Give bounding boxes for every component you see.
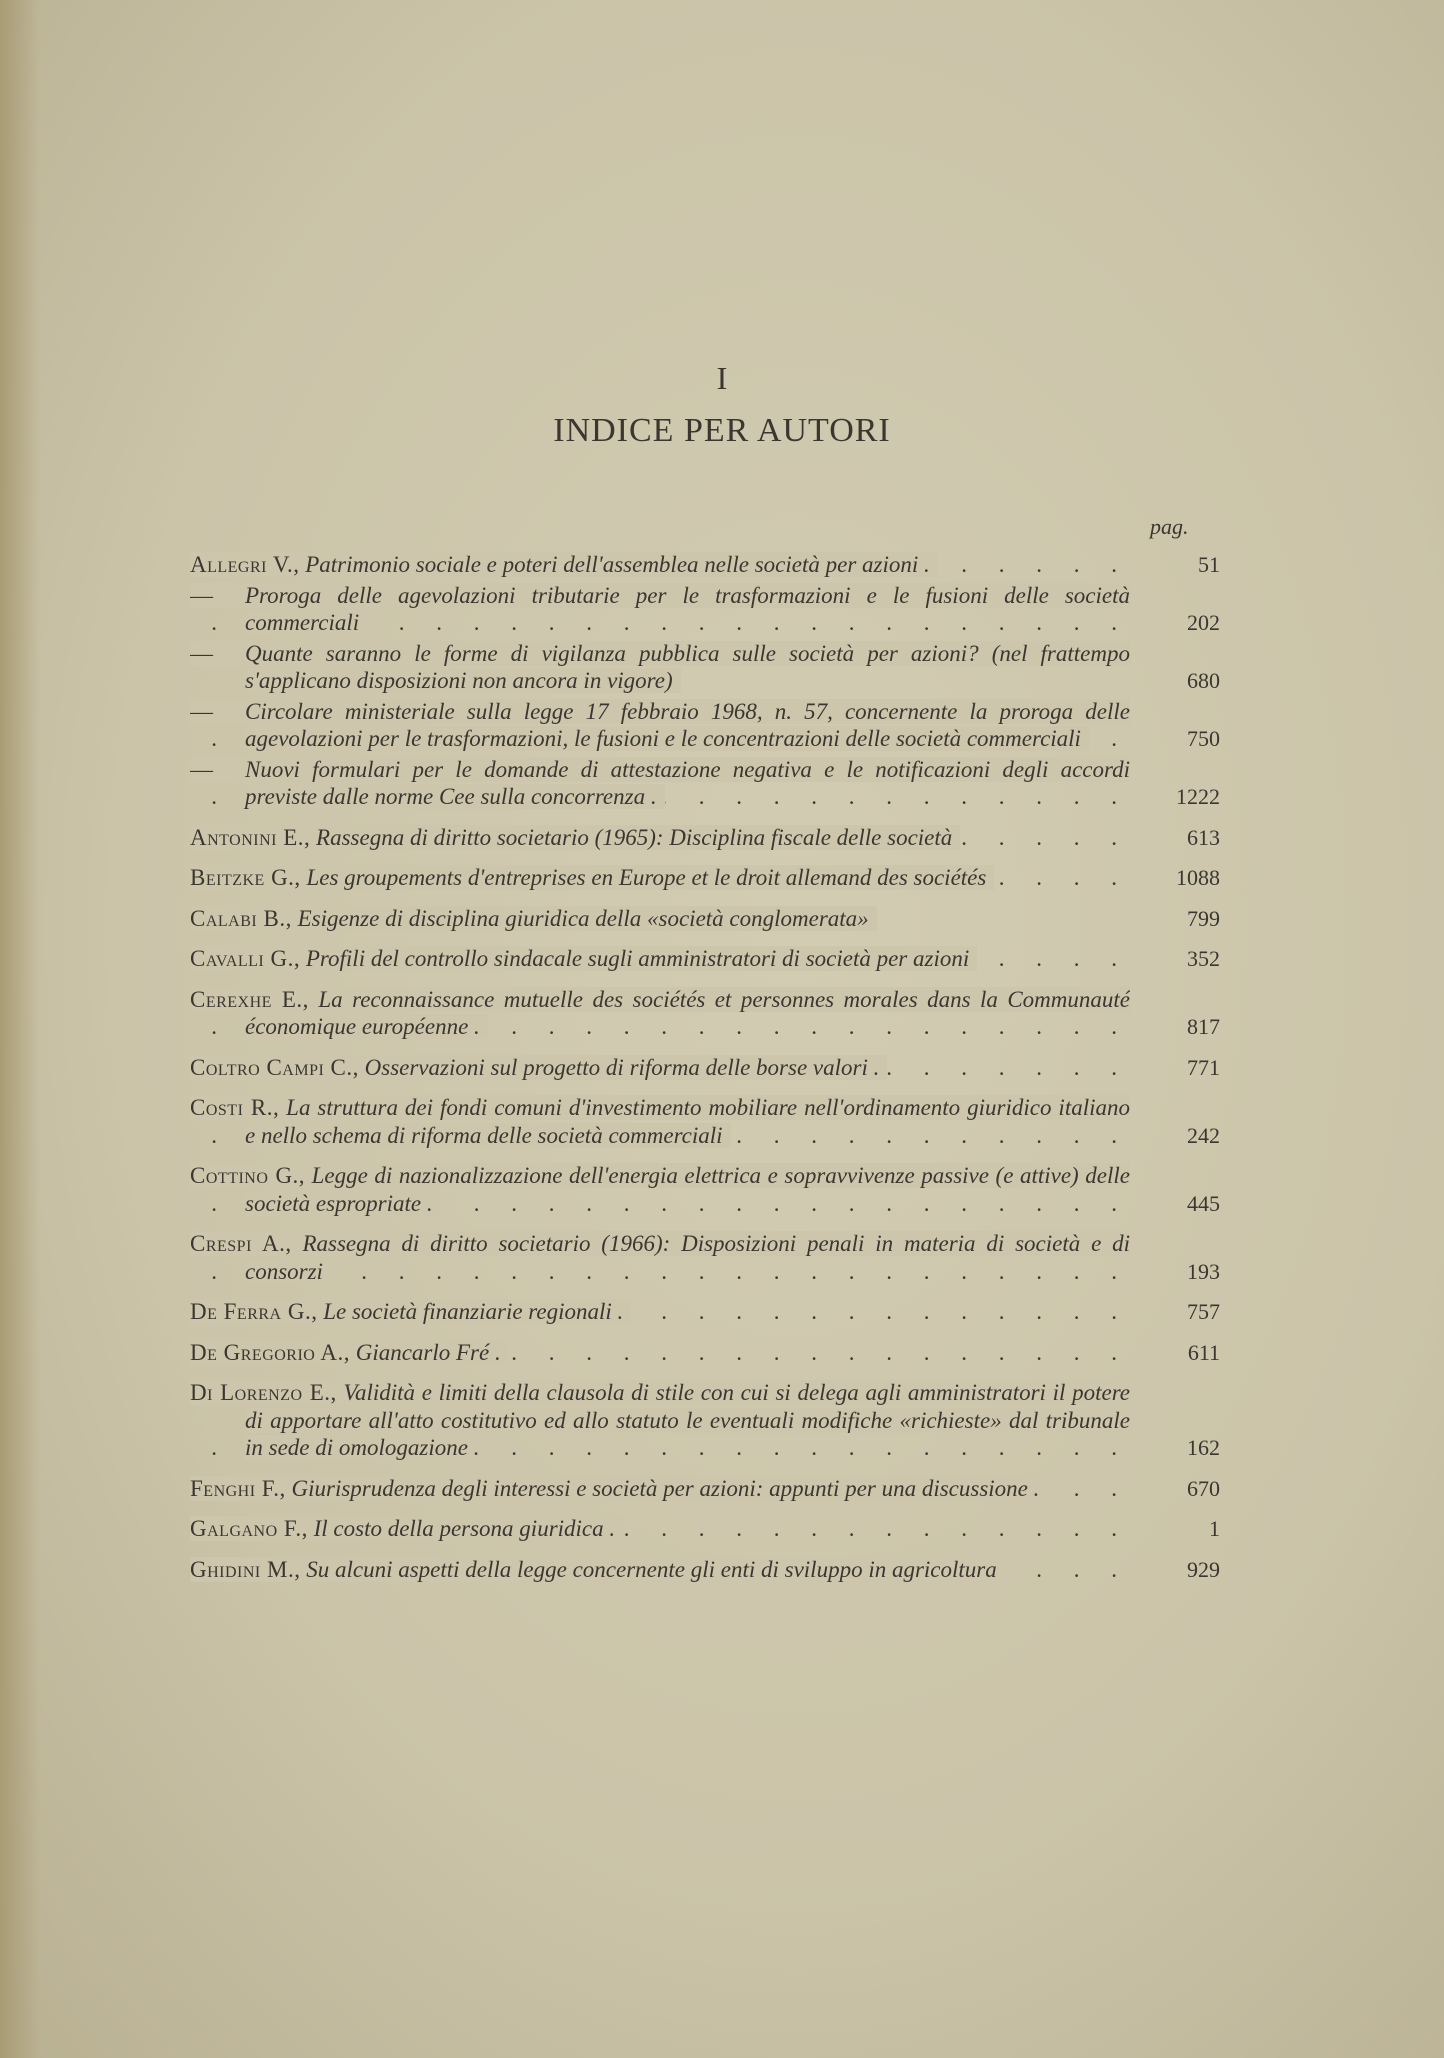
entry-author: De Ferra G.,: [190, 1299, 318, 1324]
entry-title: Rassegna di diritto societario (1966): Disposizioni penali in materia di società e di consorzi: [245, 1231, 1130, 1284]
entry-text: [190, 1298, 1130, 1326]
index-entry: [190, 824, 1220, 852]
entry-author: Calabi B.,: [190, 905, 292, 931]
entry-text: [190, 1556, 1130, 1584]
index-entry: [190, 1230, 1220, 1285]
entry-title: Le società finanziarie regionali .: [323, 1299, 624, 1324]
entry-author: Cerexhe E.,: [190, 986, 309, 1012]
entry-page-number: 771: [1187, 1054, 1220, 1080]
page-title: INDICE PER AUTORI: [553, 412, 891, 449]
entry-author: —: [190, 582, 213, 608]
index-entry: [190, 1339, 1220, 1367]
entry-text: [190, 1094, 1130, 1149]
entry-title: Validità e limiti della clausola di stile con cui si delega agli amministratori il potere di apportare all'atto costitutivo ed allo statuto le eventuali modifiche «richieste» dal tribunale in sede di omologazione .: [245, 1380, 1130, 1460]
entry-text: [190, 986, 1130, 1041]
entry-text: [190, 1054, 1130, 1082]
entry-page-number: 193: [1187, 1258, 1220, 1284]
entry-title: Nuovi formulari per le domande di attestazione negativa e le notificazioni degli accordi previste dalle norme Cee sulla concorrenza .: [245, 756, 1130, 809]
entry-page-number: 613: [1187, 824, 1220, 850]
author-index-list: [190, 538, 1220, 1583]
entry-author: —: [190, 640, 213, 666]
index-entry: [190, 551, 1220, 579]
entry-page-number: 162: [1187, 1435, 1220, 1460]
entry-text: [190, 824, 1130, 852]
index-entry: [190, 905, 1220, 933]
entry-text: [190, 945, 1130, 973]
entry-page-number: 352: [1187, 946, 1220, 971]
entry-page-number: 750: [1187, 726, 1220, 751]
entry-author: —: [190, 756, 213, 782]
entry-author: Di Lorenzo E.,: [190, 1380, 337, 1405]
index-entry: [190, 864, 1220, 892]
entry-title: Il costo della persona giuridica .: [313, 1516, 616, 1541]
entry-author: Cavalli G.,: [190, 946, 301, 971]
entry-page-number: 757: [1187, 1299, 1220, 1324]
entry-text: [190, 1379, 1130, 1462]
entry-text: [190, 640, 1130, 695]
entry-text: [190, 864, 1130, 892]
section-number: I: [716, 360, 728, 396]
entry-text: [190, 1339, 1130, 1367]
entry-text: [190, 1475, 1130, 1503]
index-entry: [190, 640, 1220, 695]
entry-page-number: 1: [1209, 1516, 1220, 1541]
entry-title: Circolare ministeriale sulla legge 17 febbraio 1968, n. 57, concernente la proroga delle agevolazioni per le trasformazioni, le fusioni e le concentrazioni delle società commerciali: [245, 698, 1130, 751]
entry-text: [190, 1230, 1130, 1285]
entry-page-number: 51: [1198, 552, 1220, 577]
entry-text: [190, 582, 1130, 637]
page-edge-shadow: [0, 0, 40, 2058]
entry-text: [190, 551, 1130, 579]
index-entry: [190, 1054, 1220, 1082]
entry-title: Patrimonio sociale e poteri dell'assemblea nelle società per azioni .: [305, 552, 930, 577]
entry-title: Quante saranno le forme di vigilanza pubblica sulle società per azioni? (nel frattempo s'applicano disposizioni non ancora in vigore): [245, 640, 1130, 693]
entry-page-number: 799: [1187, 905, 1220, 931]
entry-page-number: 817: [1187, 1014, 1220, 1039]
index-entry: [190, 698, 1220, 753]
index-entry: [190, 582, 1220, 637]
entry-title: Profili del controllo sindacale sugli amministratori di società per azioni: [305, 946, 970, 971]
entry-title: Proroga delle agevolazioni tributarie per le trasformazioni e le fusioni delle società commerciali: [245, 582, 1130, 635]
index-entry: [190, 945, 1220, 973]
index-entry: [190, 1379, 1220, 1462]
entry-author: —: [190, 698, 213, 724]
entry-page-number: 1088: [1176, 865, 1220, 890]
entry-page-number: 680: [1187, 668, 1220, 693]
index-entry: [190, 1515, 1220, 1543]
entry-author: Antonini E.,: [190, 824, 311, 850]
index-entry: [190, 986, 1220, 1041]
index-entry: [190, 1556, 1220, 1584]
entry-author: Allegri V.,: [190, 552, 300, 577]
index-entry: [190, 756, 1220, 811]
entry-author: Ghidini M.,: [190, 1556, 301, 1582]
entry-text: [190, 1162, 1130, 1217]
entry-page-number: 611: [1187, 1339, 1220, 1365]
entry-author: Crespi A.,: [190, 1231, 292, 1256]
entry-author: Coltro Campi C.,: [190, 1054, 359, 1080]
entry-author: De Gregorio A.,: [190, 1339, 350, 1365]
entry-text: [190, 1515, 1130, 1543]
entry-author: Cottino G.,: [190, 1163, 306, 1188]
entry-author: Galgano F.,: [190, 1516, 308, 1541]
entry-title: La struttura dei fondi comuni d'investimento mobiliare nell'ordinamento giuridico italiano e nello schema di riforma delle società commerciali: [245, 1095, 1130, 1148]
index-entry: [190, 1298, 1220, 1326]
entry-text: [190, 698, 1130, 753]
entry-title: Giurisprudenza degli interessi e società per azioni: appunti per una discussione .: [291, 1475, 1040, 1501]
entry-title: Su alcuni aspetti della legge concernente gli enti di sviluppo in agricoltura: [306, 1556, 997, 1582]
entry-author: Beitzke G.,: [190, 865, 301, 890]
page-column-label: pag.: [1150, 514, 1189, 539]
entry-page-number: 1222: [1176, 784, 1220, 809]
index-entry: [190, 1162, 1220, 1217]
entry-title: Esigenze di disciplina giuridica della «società conglomerata»: [297, 905, 869, 931]
entry-author: Costi R.,: [190, 1095, 280, 1120]
entry-title: Giancarlo Fré .: [355, 1339, 501, 1365]
entry-title: Legge di nazionalizzazione dell'energia elettrica e sopravvivenze passive (e attive) delle società espropriate .: [245, 1163, 1130, 1216]
index-entry: [190, 1475, 1220, 1503]
entry-title: Les groupements d'entreprises en Europe et le droit allemand des sociétés: [306, 865, 987, 890]
entry-page-number: 670: [1187, 1475, 1220, 1501]
entry-text: [190, 756, 1130, 811]
entry-page-number: 929: [1187, 1556, 1220, 1582]
entry-text: [190, 905, 1130, 933]
index-entry: [190, 1094, 1220, 1149]
entry-title: La reconnaissance mutuelle des sociétés et personnes morales dans la Communauté économique européenne .: [245, 986, 1130, 1039]
entry-page-number: 242: [1187, 1122, 1220, 1148]
entry-author: Fenghi F.,: [190, 1475, 286, 1501]
entry-page-number: 445: [1187, 1190, 1220, 1216]
entry-page-number: 202: [1187, 610, 1220, 635]
entry-title: Rassegna di diritto societario (1965): Disciplina fiscale delle società: [316, 824, 953, 850]
entry-title: Osservazioni sul progetto di riforma delle borse valori .: [364, 1054, 880, 1080]
